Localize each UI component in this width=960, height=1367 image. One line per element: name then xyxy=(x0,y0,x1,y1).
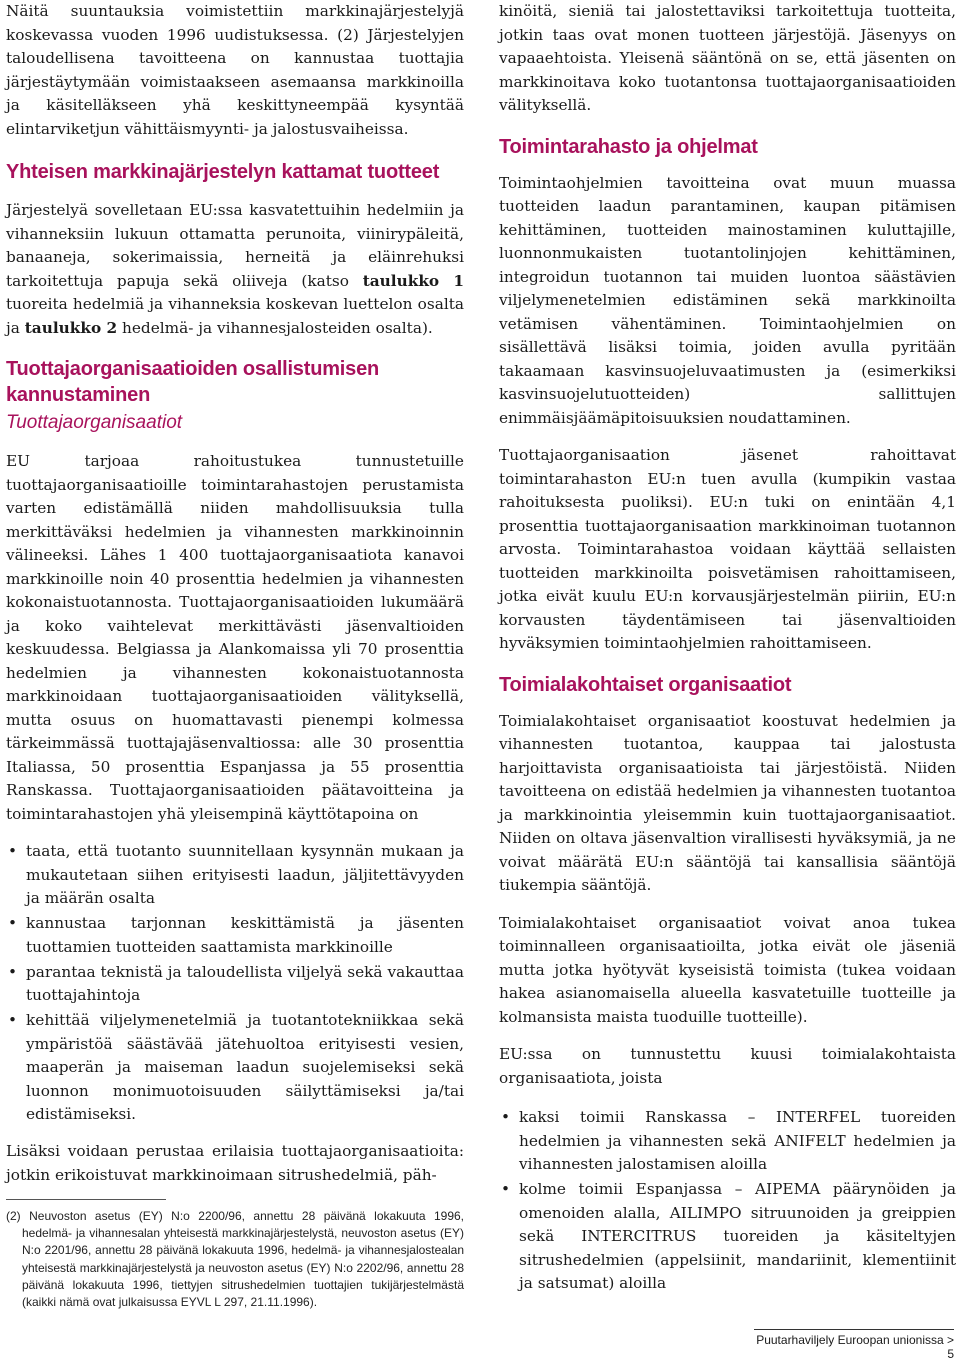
interbranch-paragraph-2: Toimialakohtaiset organisaatiot voivat anoa tukea toiminnalleen organisaatioilta, jotka eivät ole jäseniä mutta jotka hyötyvät kyseisistä toimista (tukea voidaan hakea asianomaisella alueella kasvatetuille tuotteille ja kolmansista maista tuoduille tuotteille). xyxy=(499,913,956,1026)
fund-financing-paragraph: Tuottajaorganisaation jäsenet rahoittavat toimintarahaston EU:n tuen avulla (kumpikin vastaa rahoituksesta puoliksi). EU:n tuki on enintään 4,1 prosenttia tuottajaorganisaation markkinoiman tuotannon arvosta. Toimintarahastoa voidaan käyttää sellaisten tuotteiden markkinoilta poisvetämisen rahoittamiseen, jotka eivät kuulu EU:n korvausjärjestelmän piiriin, EU:n korvausten täydentämiseen tai jäsenvaltioiden hyväksymien toimintaohjelmien rahoittamiseen. xyxy=(499,446,956,652)
interbranch-paragraph-1: Toimialakohtaiset organisaatiot koostuvat hedelmien ja vihannesten tuotantoa, kauppaa tai jalostusta harjoittavista organisaatioista tai järjestöistä. Niiden tavoitteena on edistää hedelmien ja vihannesten tuotantoa ja markkinointia yleisemmin kuin tuottajaorganisaatiot. Niiden on oltava jäsenvaltion virallisesti hyväksymiä, ja ne voivat määrätä EU:n sääntöjä tai kansallisia sääntöjä tiukempia sääntöjä. xyxy=(499,711,956,894)
list-item: • kehittää viljelymenetelmiä ja tuotantotekniikkaa sekä ympäristöä säästävää jätehuoltoa erityisesti vesien, maaperän ja maiseman laadun suojelemiseksi sekä luonnon monimuotoisuuden säilyttämiseksi ja/tai edistämiseksi. xyxy=(6,1009,464,1127)
interbranch-paragraph-3: EU:ssa on tunnustettu kuusi toimialakohtaista organisaatiota, joista xyxy=(499,1045,956,1087)
intro-paragraph: Näitä suuntauksia voimistettiin markkinajärjestelyjä koskevassa vuoden 1996 uudistuksessa. (2) Järjestelyjen taloudellisena tavoitteena on kannustaa tuottajia järjestäytymään voimistaakseen asemaansa markkinoilla ja käsitelläkseen yhä keskittyneempää kysyntää elintarviketjun vähittäismyynti- ja jalostusvaiheissa. xyxy=(6,2,464,138)
section-heading-products: Yhteisen markkinajärjestelyn kattamat tuotteet xyxy=(6,161,440,183)
left-column xyxy=(6,0,464,1311)
list-item: • kolme toimii Espanjassa – AIPEMA päärynöiden ja omenoiden alalla, AILIMPO sitruunoiden ja greippien sekä INTERCITRUS tuoreiden ja käsiteltyjen sitrushedelmien (appelsiinit, mandariinit, klementiinit ja satsumat) aloilla xyxy=(499,1178,956,1296)
additional-organisations-paragraph: Lisäksi voidaan perustaa erilaisia tuottajaorganisaatioita: jotkin erikoistuvat markkinoimaan sitrushedelmiä, päh- xyxy=(6,1142,464,1184)
footnote-text: Neuvoston asetus (EY) N:o 2200/96, annettu 28 päivänä lokakuuta 1996, hedelmä- ja vihannesalan yhteisestä markkinajärjestelystä, neuvoston asetus (EY) N:o 2201/96, annettu 28 päivänä lokakuuta 1996, hedelmä- ja vihannesjalostealan yhteisestä markkinajärjestelystä ja neuvoston asetus (EY) N:o 2202/96, annettu 28 päivänä lokakuuta 1996, tiettyjen sitrushedelmien tuottajien tukijärjestelmästä (kaikki nämä ovat julkaisussa EYVL L 297, 21.11.1996). xyxy=(22,1209,465,1310)
footnote-divider xyxy=(6,1199,166,1200)
table-2-reference: taulukko 2 xyxy=(24,318,118,337)
list-item: • kannustaa tarjonnan keskittämistä ja jäsenten tuottamien tuotteiden saattamista markkinoille xyxy=(6,912,464,959)
right-column xyxy=(499,0,956,1297)
interbranch-list xyxy=(499,1106,956,1296)
products-text-2: tuoreita hedelmiä ja vihanneksia koskevan luettelon osalta ja xyxy=(6,295,464,337)
subheading-producer-organisations: Tuottajaorganisaatiot xyxy=(6,412,183,433)
products-text-1: Järjestelyä sovelletaan EU:ssa kasvatettuihin hedelmiin ja vihanneksiin lukuun ottamatta perunoita, viinirypäleitä, banaaneja, sokerimaissia, herneitä ja eläinrehuksi tarkoitettuja papuja sekä oliiveja (katso xyxy=(6,201,464,290)
continuation-paragraph: kinöitä, sieniä tai jalostettaviksi tarkoitettuja tuotteita, jotkin taas ovat monen tuotteen järjestöjä. Jäsenyys on vapaaehtoista. Yleisenä sääntönä on se, että jäsenten on markkinoitava koko tuotantonsa tuottajaorganisaatioiden välityksellä. xyxy=(499,2,956,114)
operational-programmes-paragraph: Toimintaohjelmien tavoitteina ovat muun muassa tuotteiden laadun parantaminen, kaupan pitämisen kehittäminen, tuotteiden mainostaminen kuluttajille, luonnonmukaisten tuotantolinjojen kehittäminen, integroidun tuotannon tai muiden luontoa säästävien viljelymenetelmien edistäminen sekä markkinoilta vetämisen vähentäminen. Toimintaohjelmien on sisällettävä lisäksi toimia, joiden avulla pyritään takaamaan kasvinsuojeluvaatimusten ja (esimerkiksi kasvinsuojelutuotteiden) sallittujen enimmäisjäämäpitoisuuksien noudattaminen. xyxy=(499,173,956,427)
objectives-list xyxy=(6,840,464,1127)
section-heading-operational-fund: Toimintarahasto ja ohjelmat xyxy=(499,135,758,158)
list-item: • taata, että tuotanto suunnitellaan kysynnän mukaan ja mukautetaan siihen erityisesti laadun, jäljitettävyyden ja määrän osalta xyxy=(6,840,464,911)
list-item: • kaksi toimii Ranskassa – INTERFEL tuoreiden hedelmien ja vihannesten sekä ANIFELT hedelmien ja vihannesten jalostamisen aloilla xyxy=(499,1106,956,1177)
products-text-3: hedelmä- ja vihannesjalosteiden osalta). xyxy=(117,318,433,337)
products-paragraph xyxy=(6,199,464,340)
producer-organisations-paragraph: EU tarjoaa rahoitustukea tunnustetuille tuottajaorganisaatioille toimintarahastojen perustamista varten edistämällä niiden mahdollisuuksia tulla merkittäväksi hedelmien ja vihannesten markkinoinnin välineeksi. Lähes 1 400 tuottajaorganisaatiota kanavoi markkinoille noin 40 prosenttia hedelmien ja vihannesten kokonaistuotannosta. Tuottajaorganisaatioiden lukumäärä ja koko vaihtelevat merkittävästi jäsenvaltioiden keskuudessa. Belgiassa ja Alankomaissa yli 70 prosenttia hedelmien ja vihannesten kokonaistuotannosta markkinoidaan tuottajaorganisaatioiden välityksellä, mutta osuus on huomattavasti pienempi kolmessa tärkeimmässä tuottajajäsenvaltiossa: alle 30 prosenttia Italiassa, 50 prosenttia Espanjassa ja 55 prosenttia Ranskassa. Tuottajaorganisaatioiden päätavoitteina ja toimintarahastojen yhä yleisempinä käyttötapoina on xyxy=(6,452,464,823)
section-heading-interbranch: Toimialakohtaiset organisaatiot xyxy=(499,673,792,696)
footnote xyxy=(6,1208,464,1311)
table-1-reference: taulukko 1 xyxy=(362,271,464,290)
footnote-marker: (2) xyxy=(6,1209,21,1223)
section-heading-support: Tuottajaorganisaatioiden osallistumisen kannustaminen xyxy=(6,358,380,406)
page-footer: Puutarhaviljely Euroopan unionissa > 5 xyxy=(754,1329,954,1361)
list-item: • parantaa teknistä ja taloudellista viljelyä sekä vakauttaa tuottajahintoja xyxy=(6,961,464,1008)
